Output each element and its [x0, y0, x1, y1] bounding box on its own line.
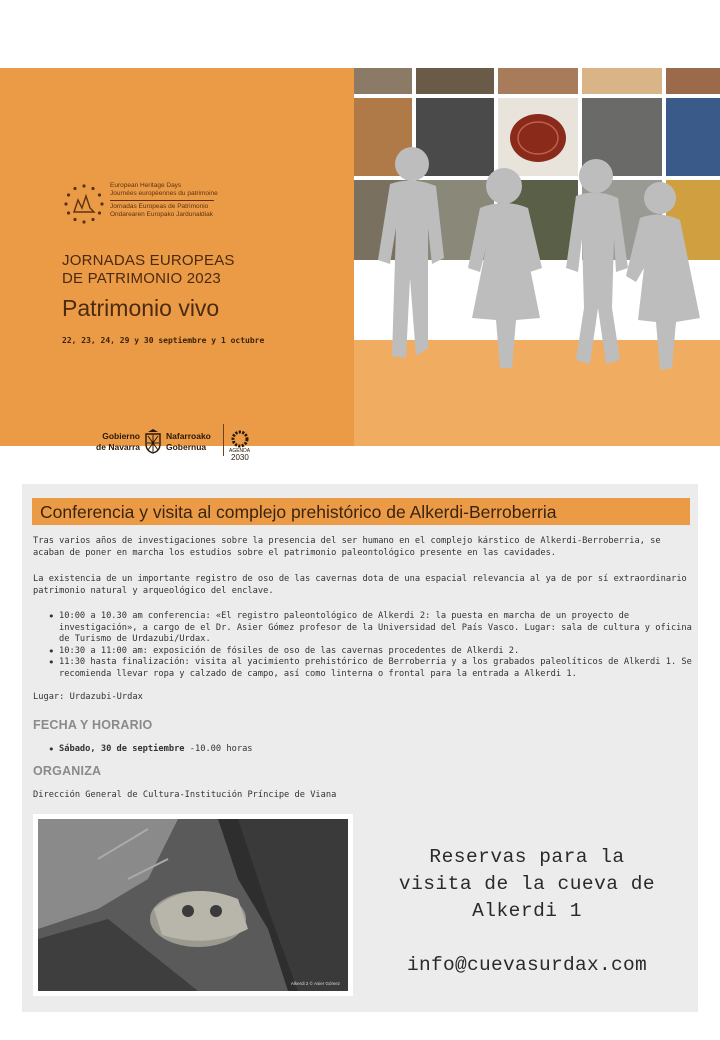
reservas-line-3: Alkerdi 1 — [472, 900, 582, 922]
fecha-date: Sábado, 30 de septiembre — [59, 744, 185, 754]
cave-bear-skull-photo — [33, 814, 353, 996]
banner-dates: 22, 23, 24, 29 y 30 septiembre y 1 octubre — [62, 336, 265, 345]
navarra-shield-icon — [144, 428, 162, 454]
agenda-year: 2030 — [231, 453, 249, 462]
banner-title-line-2: DE PATRIMONIO 2023 — [62, 270, 221, 287]
reservas-line-1: Reservas para la — [429, 846, 625, 868]
eu-stars-icon — [62, 182, 106, 226]
gov-right-line-1: Nafarroako — [166, 431, 211, 441]
fecha-time: -10.00 horas — [184, 744, 253, 754]
eu-line-2: Journées européennes du patrimoine — [110, 190, 218, 197]
fecha-heading: FECHA Y HORARIO — [33, 718, 153, 732]
heritage-banner — [0, 68, 720, 462]
relevance-paragraph: La existencia de un importante registro de oso de las cavernas dota de una espacial relevancia al ya de por sí extraordinario patrimonio natural y arqueológico del enclave. — [33, 574, 687, 596]
gov-left-line-1: Gobierno — [102, 431, 140, 441]
list-item — [33, 744, 693, 756]
logo-separator — [223, 424, 224, 456]
organiza-text: Dirección General de Cultura-Institución Príncipe de Viana — [33, 790, 337, 800]
event-heading: Conferencia y visita al complejo prehistórico de Alkerdi-Berroberria — [40, 502, 557, 522]
eu-divider — [110, 200, 214, 201]
organiza-heading: ORGANIZA — [33, 764, 102, 778]
gov-left-line-2: de Navarra — [96, 442, 140, 452]
photo-caption: Alkerdi 2 © Asier Gómez — [290, 981, 340, 986]
list-item: • 11:30 hasta finalización: visita al yacimiento prehistórico de Berroberria y a los grabados paleolíticos de Alkerdi 1. Se recomienda llevar ropa y calzado de campo, así como linterna o frontal para la entrada a Alkerdi 1. — [33, 657, 693, 680]
contact-email[interactable]: info@cuevasurdax.com — [406, 954, 648, 976]
eu-line-4: Ondarearen Europako Jardunaldiak — [110, 211, 213, 218]
gov-right-line-2: Gobernua — [166, 442, 207, 452]
location-text: Lugar: Urdazubi-Urdax — [33, 692, 143, 702]
list-item: • 10:00 a 10.30 am conferencia: «El registro paleontológico de Alkerdi 2: la puesta en marcha de un proyecto de investigación», a cargo de el Dr. Asier Gómez profesor de la Universidad del País Vasco. Lugar: sala de cultura y oficina de Turismo de Urdazubi/Urdax. — [33, 611, 693, 646]
schedule-list — [33, 611, 693, 680]
banner-subtitle: Patrimonio vivo — [62, 295, 220, 321]
list-item: • 10:30 a 11:00 am: exposición de fósiles de oso de las cavernas procedentes de Alkerdi 2. — [33, 646, 693, 658]
agenda-label: AGENDA — [229, 448, 251, 454]
reservas-text — [362, 844, 692, 925]
banner-title-line-1: JORNADAS EUROPEAS — [62, 252, 235, 269]
cave-photo-icon — [38, 819, 348, 991]
intro-paragraph: Tras varios años de investigaciones sobre la presencia del ser humano en el complejo kárstico de Alkerdi-Berroberria, se acaban de poner en marcha los estudios sobre el patrimonio paleontológico presente en las cavidades. — [33, 536, 661, 558]
heritage-collage-image — [354, 68, 720, 446]
banner-title — [62, 252, 235, 288]
eu-line-1: European Heritage Days — [110, 182, 182, 189]
eu-line-3: Jornadas Europeas de Patrimonio — [110, 203, 209, 210]
event-card — [22, 484, 698, 1012]
fecha-list — [33, 744, 693, 756]
reservas-line-2: visita de la cueva de — [398, 873, 656, 895]
event-heading-bar — [32, 498, 690, 525]
children-silhouettes-icon — [354, 68, 720, 446]
